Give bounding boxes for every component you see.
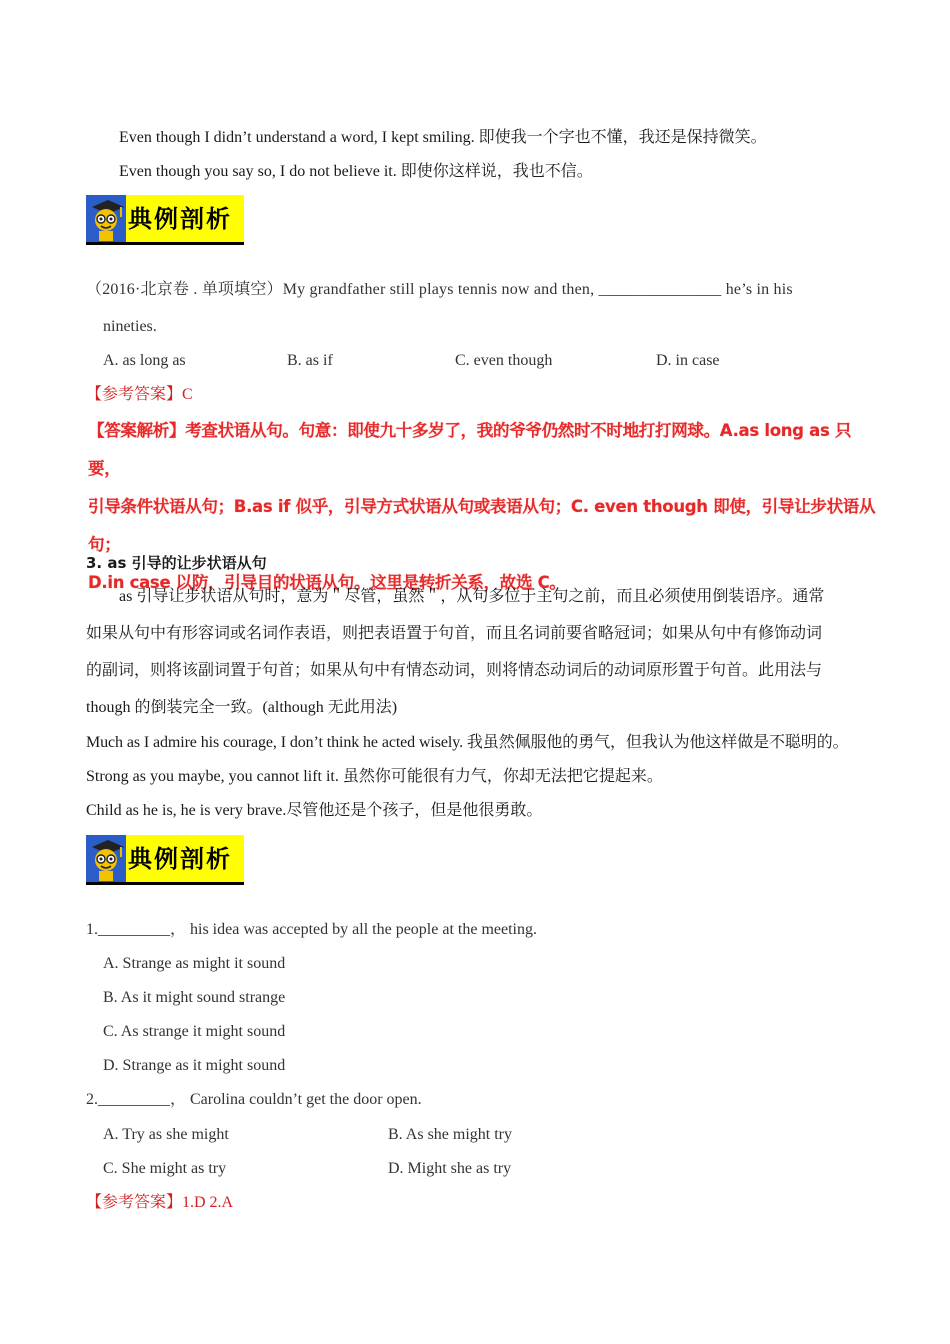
exercise-2-option-c: C. She might as try: [103, 1160, 227, 1177]
exercise-2-option-a: A. Try as she might: [103, 1126, 229, 1143]
analysis-line-1: 【答案解析】考查状语从句。句意：即使九十多岁了，我的爷爷仍然时不时地打打网球。A.as long as 只要，: [88, 421, 852, 478]
student-mascot-icon: [86, 835, 126, 883]
exercise-answer: 【参考答案】1.D 2.A: [86, 1194, 234, 1211]
badge-label: 典例剖析: [128, 205, 232, 233]
section-paragraph-line-2: 如果从句中有形容词或名词作表语，则把表语置于句首，而且名词前要省略冠词；如果从句中有修饰动词: [86, 625, 823, 642]
example-option-c: C. even though: [455, 352, 553, 369]
exercise-2-stem: 2._________， Carolina couldn’t get the door open.: [86, 1091, 422, 1108]
section-example-1: Much as I admire his courage, I don’t think he acted wisely. 我虽然佩服他的勇气，但我认为他这样做是不聪明的。: [86, 734, 849, 751]
example-option-b: B. as if: [287, 352, 333, 369]
example-question-line2: nineties.: [103, 318, 157, 335]
exercise-1-option-b: B. As it might sound strange: [103, 989, 286, 1006]
example-option-a: A. as long as: [103, 352, 186, 369]
section-heading: 3. as 引导的让步状语从句: [86, 554, 267, 572]
section-paragraph-line-1: as 引导让步状语从句时，意为＂尽管，虽然＂，从句多位于主句之前，而且必须使用倒装语序。通常: [119, 588, 825, 605]
exercise-2-option-d: D. Might she as try: [388, 1160, 512, 1177]
section-example-3: Child as he is, he is very brave.尽管他还是个孩子，但是他很勇敢。: [86, 802, 543, 819]
student-mascot-icon: [86, 195, 126, 243]
exercise-1-option-a: A. Strange as might it sound: [103, 955, 286, 972]
example-analysis: [88, 412, 878, 602]
example-analysis-badge: [86, 195, 244, 245]
example-answer: 【参考答案】C: [86, 386, 193, 403]
exercise-1-stem: 1._________， his idea was accepted by all the people at the meeting.: [86, 921, 537, 938]
exercise-2-option-b: B. As she might try: [388, 1126, 513, 1143]
section-paragraph-line-3: 的副词，则将该副词置于句首；如果从句中有情态动词，则将情态动词后的动词原形置于句首。此用法与: [86, 662, 823, 679]
exercise-badge: [86, 835, 244, 885]
intro-example-2: Even though you say so, I do not believe it. 即使你这样说，我也不信。: [119, 163, 593, 180]
badge-underline: [86, 882, 244, 885]
section-example-2: Strong as you maybe, you cannot lift it. 虽然你可能很有力气，你却无法把它提起来。: [86, 768, 663, 785]
exercise-1-option-d: D. Strange as it might sound: [103, 1057, 286, 1074]
badge-label: 典例剖析: [128, 845, 232, 873]
example-option-d: D. in case: [656, 352, 720, 369]
example-question-line1: （2016·北京卷 . 单项填空）My grandfather still plays tennis now and then, _______________ he’s in his: [86, 281, 793, 298]
exercise-1-option-c: C. As strange it might sound: [103, 1023, 286, 1040]
section-paragraph-line-4: though 的倒装完全一致。(although 无此用法): [86, 699, 398, 716]
intro-example-1: Even though I didn’t understand a word, I kept smiling. 即使我一个字也不懂，我还是保持微笑。: [119, 129, 767, 146]
analysis-line-3: D.in case 以防，引导目的状语从句。这里是转折关系，故选 C。: [88, 573, 566, 592]
analysis-line-2: 引导条件状语从句；B.as if 似乎，引导方式状语从句或表语从句；C. even though 即使，引导让步状语从句；: [88, 497, 876, 554]
badge-underline: [86, 242, 244, 245]
